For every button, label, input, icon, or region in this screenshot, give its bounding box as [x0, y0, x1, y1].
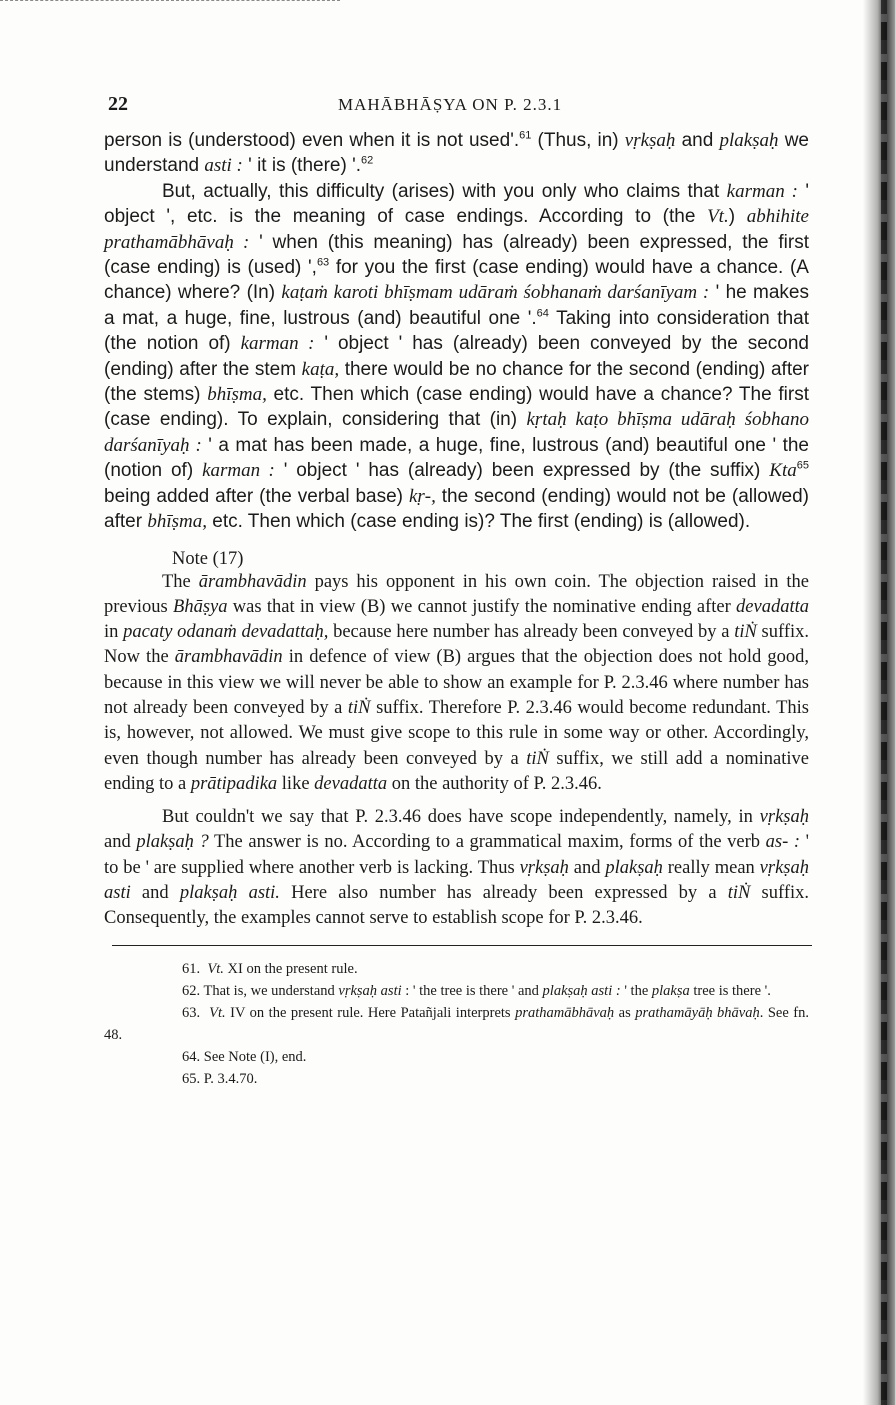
paragraph-2: But, actually, this difficulty (arises) with you only who claims that karman : ' object ', etc. is the meaning of case endings. According to (the Vt.) abhihite prathamābhāvaḥ : ' when (this meaning) has (already) been expressed, the first (case ending) is (used) ',$^{63}$ for you the first (case ending) would have a chance. (A chance) where? (In) kaṭaṁ karoti bhīṣmam udāraṁ śobhanaṁ darśanīyam : ' he makes a mat, a huge, fine, lustrous (and) beautiful one '.$^{64}$ Taking into consideration that (the notion of) karman : ' object ' has (already) been conveyed by the second (ending) after the stem kaṭa, there would be no chance for the second (ending) after (the stems) bhīṣma, etc. Then which (case ending) would have a chance? The first (case ending). To explain, considering that (in) kṛtaḥ kaṭo bhīṣma udāraḥ śobhano darśanīyaḥ : ' a mat has been made, a huge, fine, lustrous (and) beautiful one ' the (notion of) karman : ' object ' has (already) been expressed by (the suffix) Kta$^{65}$ being added after (the verbal base) kṛ-, the second (ending) would not be (allowed) after bhīṣma, etc. Then which (case ending is)? The first (ending) is (allowed). — [104, 180, 810, 533]
scan-top-edge — [0, 0, 340, 7]
footnote-61: 61. Vt. XI on the present rule. — [182, 960, 358, 977]
note-section — [104, 570, 809, 932]
page-number: 22 — [108, 93, 128, 115]
footnote-64: 64. See Note (I), end. — [182, 1048, 307, 1065]
page-body — [104, 128, 809, 1090]
page-binding-shadow — [863, 0, 895, 1405]
translation-section — [104, 128, 809, 535]
page-header — [108, 93, 808, 123]
footnote-65: 65. P. 3.4.70. — [182, 1070, 258, 1087]
note-heading: Note (17) — [172, 548, 244, 569]
paragraph-1: person is (understood) even when it is not used'.$^{61}$ (Thus, in) vṛkṣaḥ and plakṣaḥ we understand asti : ' it is (there) '.$^{62}$ — [104, 129, 809, 177]
note-paragraph-1: The ārambhavādin pays his opponent in his own coin. The objection raised in the previous Bhāṣya was that in view (B) we cannot justify the nominative ending after devadatta in pacaty odanaṁ devadattaḥ, because here number has already been conveyed by a tiṄ suffix. Now the ārambhavādin in defence of view (B) argues that the objection does not hold good, because in this view we will never be able to show an example for P. 2.3.46 where number has not already been conveyed by a tiṄ suffix. Therefore P. 2.3.46 would become redundant. This is, however, not allowed. We must give scope to this rule in some way or other. Accordingly, even though number has already been conveyed by a tiṄ suffix, we still add a nominative ending to a prātipadika like devadatta on the authority of P. 2.3.46. — [104, 571, 810, 794]
footnote-62: 62. That is, we understand vṛkṣaḥ asti : ' the tree is there ' and plakṣaḥ asti : ' the plakṣa tree is there '. — [182, 982, 771, 999]
running-head: MAHĀBHĀṢYA ON P. 2.3.1 — [338, 95, 563, 114]
footnote-divider — [112, 945, 812, 946]
footnotes — [104, 958, 809, 1090]
note-paragraph-2: But couldn't we say that P. 2.3.46 does have scope independently, namely, in vṛkṣaḥ and plakṣaḥ ? The answer is no. According to a grammatical maxim, forms of the verb as- : ' to be ' are supplied where another verb is lacking. Thus vṛkṣaḥ and plakṣaḥ really mean vṛkṣaḥ asti and plakṣaḥ asti. Here also number has already been expressed by a tiṄ suffix. Consequently, the examples cannot serve to establish scope for P. 2.3.46. — [104, 807, 810, 929]
page-binding-edge — [881, 0, 887, 1405]
footnote-63: 63. Vt. IV on the present rule. Here Patañjali interprets prathamābhāvaḥ as prathamāyāḥ bhāvaḥ. See fn. 48. — [104, 1004, 810, 1043]
